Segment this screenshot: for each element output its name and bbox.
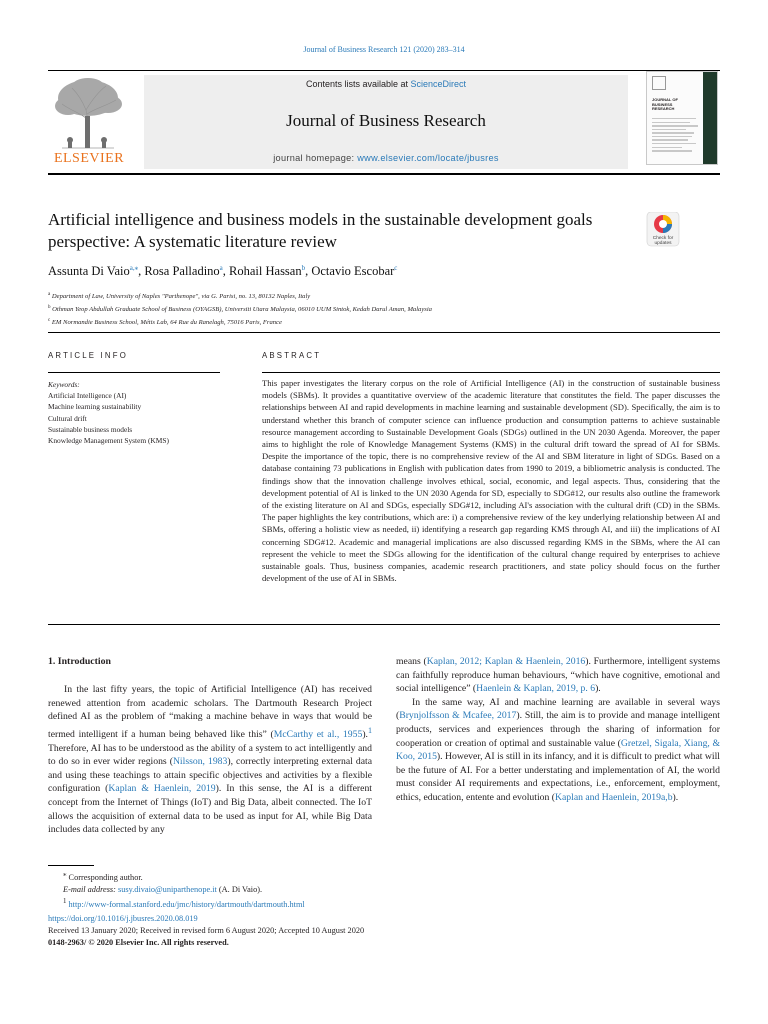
affiliation-line [48,315,432,328]
sciencedirect-link[interactable]: ScienceDirect [410,79,467,89]
citation-link[interactable]: Kaplan, 2012; Kaplan & Haenlein, 2016 [426,656,586,667]
check-for-updates-label: Check for updates [652,236,674,246]
doi-link[interactable]: https://doi.org/10.1016/j.jbusres.2020.08.019 [48,914,198,923]
author-affiliation-mark[interactable]: b [301,264,306,272]
corresponding-author-text: Corresponding author. [68,872,143,882]
author-name: Octavio Escobar [311,264,395,279]
affiliation-line [48,302,432,315]
author-affiliation-mark[interactable]: c [394,264,398,272]
article-title: Artificial intelligence and business models in the sustainable development goals perspective: A systematic literature review [48,210,593,251]
affiliation-text: EM Normandie Business School, Métis Lab, 64 Rue du Ranelagh, 75016 Paris, France [51,319,282,327]
article-info-divider [48,372,220,373]
footnote-mark: 1 [63,898,67,906]
journal-homepage-line [144,153,628,163]
keywords-label: Keywords: [48,380,80,389]
body-text: ). [595,683,601,695]
citation-link[interactable]: Brynjolfsson & Mcafee, 2017 [399,710,517,722]
header-divider [48,332,720,333]
footnote-ref-link[interactable]: 1 [367,725,373,735]
author-separator: , [305,264,312,279]
body-right-column [396,655,720,805]
citation-link[interactable]: McCarthy et al., 1955 [273,729,363,741]
cover-logo-icon [652,76,666,90]
author-separator: , [222,264,230,279]
author-separator: , [138,264,145,279]
elsevier-wordmark: ELSEVIER [53,151,125,166]
abstract-divider [262,372,720,373]
body-text: In the same way, AI and machine learning are available in several ways ( [396,696,720,722]
section-heading-introduction: 1. Introduction [48,656,111,667]
author[interactable] [144,264,229,278]
journal-citation-link[interactable]: Journal of Business Research 121 (2020) 283–314 [303,45,465,54]
contents-prefix: Contents lists available at [305,79,411,89]
body-text: ). Still, the aim is to provide and manage intelligent products, services and experiences through the sharing of information for cooperation or creation of optimal and sustainable value ( [396,710,720,749]
email-suffix: (A. Di Vaio). [216,884,263,894]
footnotes [48,869,305,911]
author-name: Rohail Hassan [229,264,302,279]
email-label: E-mail address: [63,884,116,894]
keyword: Artificial Intelligence (AI) [48,391,127,401]
keywords-block [48,379,169,446]
intro-paragraph [48,683,372,837]
affiliation-mark: c [48,318,51,324]
body-text: ). [362,729,368,741]
author[interactable] [311,264,397,278]
keyword: Knowledge Management System (KMS) [48,436,169,446]
journal-cover-thumbnail[interactable] [646,71,718,165]
abstract-heading: ABSTRACT [262,351,322,360]
body-paragraph [396,655,720,696]
received-dates: Received 13 January 2020; Received in revised form 6 August 2020; Accepted 10 August 2020 [48,926,365,936]
corresponding-author-note [48,869,305,884]
citation-link[interactable]: Kaplan & Haenlein, 2019 [108,783,216,795]
masthead-info-panel [144,75,628,169]
affiliation-mark: a [48,292,51,297]
affiliation-mark: b [48,305,51,311]
author-affiliation-mark[interactable]: a [219,264,223,272]
body-text: ). However, AI is still in its infancy, and it is difficult to predict what will be the future of AI. For a better understating and implementation of AI, the world must consider AI requirements and expectations, i.e., enforcement, employment, ethics, education, entente and evolution ( [396,751,720,803]
author[interactable] [229,264,311,278]
citation-link[interactable]: Haenlein & Kaplan, 2019, p. 6 [476,683,596,695]
body-text: means ( [396,656,427,667]
article-info-heading: ARTICLE INFO [48,351,128,360]
citation-link[interactable]: Nilsson, 1983 [172,756,228,768]
footnote-1 [48,896,305,911]
body-text: ). In this sense, the AI is a different concept from the Internet of Things (IoT) and Big Data, albeit connected. The IoT allows the acquisition of external data to be used as input for AI, while Big Data includes data collected by any [48,783,372,836]
citation-link[interactable]: Kaplan and Haenlein, 2019a,b [554,791,673,803]
homepage-prefix: journal homepage: [273,153,358,163]
footnote-divider [48,865,94,866]
author[interactable] [48,264,144,278]
body-text: ), correctly interpreting external data and using these teachings to attain specific objectives and activities by a flexible configuration ( [48,756,373,795]
body-paragraph [396,696,720,805]
abstract-text: This paper investigates the literary corpus on the role of Artificial Intelligence (AI) in the construction of sustainable business models (SBMs). It provides a quantitative overview of the academic literature that constitutes the field. The paper discusses the relationships between AI and rapid developments in machine learning and sustainable development (SD). Specifically, the aim is to understand whether this branch of computer science can influence production and consumption patterns to achieve sustainable resource management according to Sustainable Development Goals (SDGs) outlined in the UN 2030 Agenda. Moreover, the paper aims to highlight the role of Knowledge Management Systems (KMS) in the cultural drift toward the spread of AI for SBMs. Despite the importance of the topic, there is no comprehensive review of the AI and SBM literature in light of SDGs. Based on a database containing 73 publications in English with publication dates from 1990 to 2019, a bibliometric analysis is conducted. The findings show that the innovation challenge involves ethical, social, economic, and legal aspects. Thus, considering that the development potential of AI is linked to the UN 2030 Agenda for SD, especially to SDG#12, our results also outline the framework of the existing literature on AI and SDGs, especially SDG#12, including AI's association with the cultural drift (CD) in the SBMs. The paper highlights the key contributions, which are: i) a comprehensive review of the key underlying relationship between AI and SBMs, offering a holistic view as needed, ii) identifying a research gap regarding KMS through AI, and iii) the implications of AI concerning SDG#12. Academic and managerial implications are also discussed regarding KMS in the SBMs, where the AI can represent the vehicle to meet the SDGs allowing for the identification of the cultural change required by enterprises to achieve sustainable goals. Thus, business companies, academic research practitioners, and state policy should focus on the further development of the use of AI in SBMs. [262,378,720,584]
author-email-link[interactable]: susy.divaio@uniparthenope.it [118,884,217,894]
corresponding-mark: ⁎ [63,871,67,878]
body-left-column [48,683,372,837]
body-text: Therefore, AI has to be understood as the ability of a system to act intelligently and to do so in ever wider regions ( [48,742,372,768]
affiliation-text: Othman Yeop Abdullah Graduate School of Business (OYAGSB), Universiti Utara Malaysia, 06010 UUM Sintok, Kedah Darul Aman, Malaysia [52,306,432,314]
body-text: ). [672,791,679,803]
author-name: Assunta Di Vaio [48,264,130,279]
author-name: Rosa Palladino [144,264,220,279]
dartmouth-history-link[interactable]: http://www-formal.stanford.edu/jmc/history/dartmouth/dartmouth.html [68,899,305,909]
affiliation-line [48,289,432,302]
journal-title: Journal of Business Research [286,111,486,130]
publication-info [48,913,364,950]
body-text: In the last fifty years, the topic of Artificial Intelligence (AI) has received renewed attention from academic scholars. The Dartmouth Research Project defined AI as the problem of “making a machine behave in ways that would be termed intelligent if a human being behaved like this” ( [48,684,372,741]
keyword: Machine learning sustainability [48,402,142,412]
journal-homepage-link[interactable]: www.elsevier.com/locate/jbusres [357,153,499,163]
abstract-bottom-divider [48,624,720,625]
journal-masthead [48,70,720,175]
affiliations [48,289,432,329]
cover-title: JOURNAL OF BUSINESS RESEARCH [652,97,678,111]
cover-strip [703,72,717,164]
keyword: Cultural drift [48,413,87,423]
contents-available-line [144,79,628,89]
author-affiliation-mark[interactable]: a,⁎ [129,264,139,272]
copyright-line: 0148-2963/ © 2020 Elsevier Inc. All rights reserved. [48,938,229,948]
citation-link[interactable]: Gretzel, Sigala, Xiang, & Koo, 2015 [396,737,720,763]
cover-contents-lines [652,118,700,154]
body-text: ). Furthermore, intelligent systems can faithfully reproduce human behaviours, “which have cognitive, emotional and social intelligence” ( [396,656,720,695]
author-list [48,264,397,279]
affiliation-text: Department of Law, University of Naples "Parthenope", via G. Parisi, no. 13, 80132 Naples, Italy [51,293,311,301]
email-note [48,884,305,896]
keyword: Sustainable business models [48,424,133,434]
